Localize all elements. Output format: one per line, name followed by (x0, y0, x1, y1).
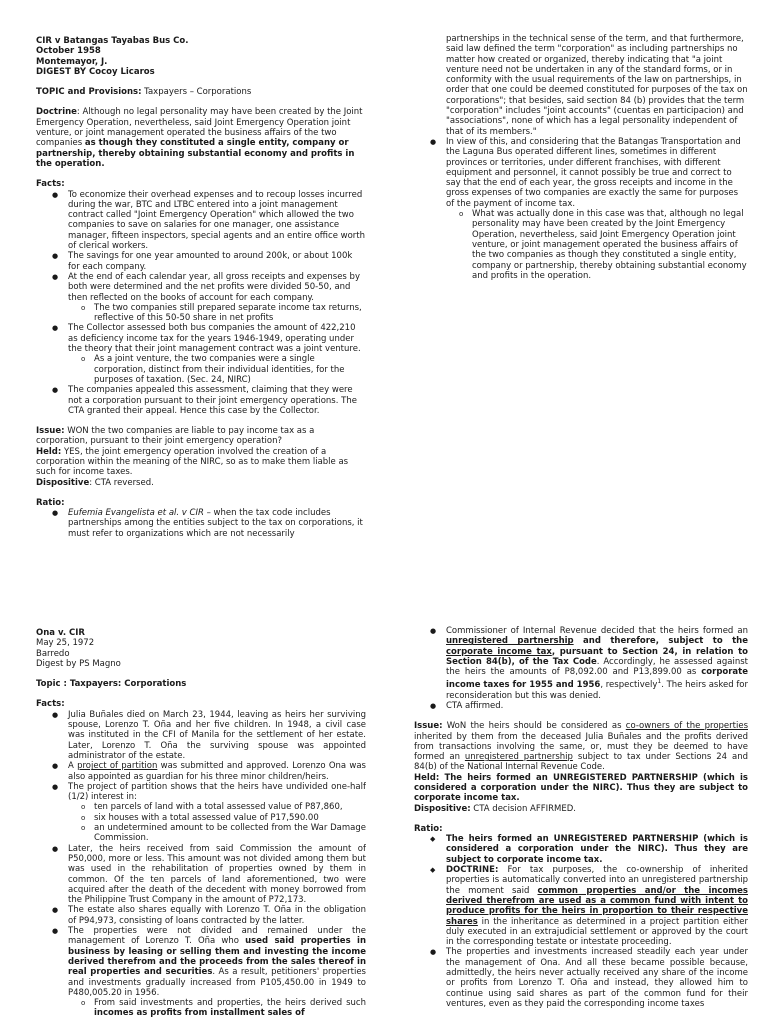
case1-ratio-label: Ratio: (36, 497, 65, 508)
bullet-icon: ● (52, 509, 59, 518)
list-item: ● The project of partition shows that the heirs have undivided one-half (1/2) interest in: o ten parcels of land with a total assessed value of P87,860, o six houses with a total assessed value of P17,590.00 o an undetermined amount to be collected from the War Damage Commission. (52, 781, 366, 844)
list-item: ● The properties were not divided and remained under the management of Lorenzo T. Oña who used said properties in business by leasing or selling them and investing the income derived therefrom and the proceeds from the sales thereof in real properties and securities. As a result, petitioners' properties and investments gradually increased from P105,450.00 in 1949 to P480,005.20 in 1956. o From said investments and properties, the heirs derived such incomes as profits from installment sales of (52, 926, 366, 1019)
case1-facts-list (36, 190, 366, 417)
case2-ponente: Barredo (36, 648, 70, 659)
bullet-icon: ● (430, 137, 437, 146)
bullet-icon: ● (52, 782, 59, 791)
list-item: o six houses with a total assessed value of P17,590.00 (81, 812, 319, 823)
list-item: ◆ The heirs formed an UNREGISTERED PARTNERSHIP (which is considered a corporation under the NIRC). Thus they are subject to corporate income tax. (430, 834, 748, 865)
list-item: o ten parcels of land with a total assessed value of P87,860, (81, 802, 343, 813)
bullet-icon: ● (430, 701, 437, 710)
case1-ratio-list (36, 508, 366, 539)
list-item: ● Commissioner of Internal Revenue decided that the heirs formed an unregistered partnership and therefore, subject to the corporate income tax, pursuant to Section 24, in relation to Section 84(b), of the Tax Code. Accordingly, he assessed against the heirs the amounts of P8,092.00 and P13,899.00 as corporate income taxes for 1955 and 1956, respectively$^1$. The heirs asked for reconsideration but this was denied. (430, 626, 748, 701)
bullet-icon: ● (52, 324, 59, 333)
case1-digest-by: DIGEST BY Cocoy Licaros (36, 66, 155, 77)
case2-facts-label: Facts: (36, 699, 65, 710)
case2-held: Held: The heirs formed an UNREGISTERED PARTNERSHIP (which is considered a corporation under the NIRC). Thus they are subject to corporate income tax. (414, 772, 748, 804)
case1-issue: Issue: WON the two companies are liable to pay income tax as a corporation, pursuant to their joint emergency operation? (36, 426, 315, 447)
case1-ponente: Montemayor, J. (36, 56, 108, 67)
list-item: ● At the end of each calendar year, all gross receipts and expenses by both were determined and the net profits were divided 50-50, and then reflected on the books of account for each company. o The two companies still prepared separate income tax returns, reflective of this 50-50 share in net profits (68, 272, 366, 323)
sub-list (68, 998, 366, 1019)
bullet-icon: ● (52, 252, 59, 261)
case1-header (36, 36, 366, 77)
case1-dispositive: Dispositive: CTA reversed. (36, 477, 154, 488)
list-item: partnerships in the technical sense of the term, and that furthermore, said law defined the term "corporation" as including partnerships no matter how created or organized, thereby indicating that "a joint venture need not be undertaken in any of the standard forms, or in conformity with the usual requirements of the law on partnerships, in order that one could be deemed constituted for purposes of the tax on corporations"; that besides, said section 84 (b) provides that the term "corporation" includes "joint accounts" (cuentas en participacion) and "associations", none of which has a legal personality independent of that of its members." (446, 34, 748, 137)
list-item: o As a joint venture, the two companies were a single corporation, distinct from their individual identities, for the purposes of taxation. (Sec. 24, NIRC) (81, 354, 345, 385)
list-item: ● In view of this, and considering that the Batangas Transportation and the Laguna Bus operated different lines, sometimes in different provinces or territories, under different franchises, with different equipment and personnel, it cannot possibly be true and correct to say that the end of each year, the gross receipts and income in the gross expenses of two companies are exactly the same for purposes of the payment of income tax. o What was actually done in this case was that, although no legal personality may have been created by the Joint Emergency Operation, nevertheless, said Joint Emergency Operation joint venture, or joint management operated the business affairs of the two companies as though they constituted a single entity, company or partnership, thereby obtaining substantial economy and profits in the operation. (430, 136, 747, 281)
bullet-icon: ● (430, 627, 437, 635)
bullet-icon: ● (52, 927, 59, 936)
sub-list (68, 354, 366, 385)
case2-ratio-label: Ratio: (414, 823, 443, 834)
list-item: ● The properties and investments increased steadily each year under the management of Ona. And all these became possible because, admittedly, the heirs never actually received any share of the income or profits from Lorenzo T. Oña and instead, they allowed him to continue using said shares as part of the common fund for their ventures, even as they paid the corresponding income taxes (430, 947, 748, 1009)
case1-left-column (36, 36, 366, 556)
list-item: ● CTA affirmed. (430, 700, 504, 711)
list-item: o The two companies still prepared separate income tax returns, reflective of this 50-50 share in net profits (81, 302, 362, 324)
circle-bullet-icon: o (459, 210, 464, 219)
sub-list (68, 303, 366, 324)
circle-bullet-icon: o (81, 824, 86, 833)
bullet-icon: ● (52, 272, 59, 281)
case2-date: May 25, 1972 (36, 638, 95, 649)
case2-facts-list-cont (414, 626, 748, 711)
list-item: ● The companies appealed this assessment, claiming that they were not a corporation pursuant to their joint emergency operations. The CTA granted their appeal. Hence this case by the Collector. (52, 385, 357, 416)
case2-header (36, 628, 366, 669)
case1-held: Held: YES, the joint emergency operation involved the creation of a corporation within the meaning of the NIRC, so as to make them liable as such for income taxes. (36, 446, 349, 478)
case2-title: Ona v. CIR (36, 628, 85, 638)
case2-digest-by: Digest by PS Magno (36, 658, 121, 669)
case2-right-column (414, 626, 748, 1024)
bullet-icon: ● (52, 710, 59, 719)
case1-right-column (414, 34, 748, 334)
bullet-icon: ● (52, 844, 59, 853)
bullet-icon: ● (52, 190, 59, 199)
list-item: o What was actually done in this case was that, although no legal personality may have been created by the Joint Emergency Operation, nevertheless, said Joint Emergency Operation joint venture, or joint management operated the business affairs of the two companies as though they constituted a single entity, company or partnership, thereby obtaining substantial economy and profits in the operation. (459, 209, 747, 281)
diamond-bullet-icon: ◆ (430, 866, 436, 875)
circle-bullet-icon: o (81, 999, 86, 1008)
diamond-bullet-icon: ◆ (430, 835, 436, 844)
case1-date: October 1958 (36, 46, 101, 57)
list-item: o an undetermined amount to be collected from the War Damage Commission. (81, 823, 366, 844)
bullet-icon: ● (52, 906, 59, 915)
circle-bullet-icon: o (81, 303, 86, 312)
case2-dispositive: Dispositive: CTA decision AFFIRMED. (414, 803, 576, 814)
circle-bullet-icon: o (81, 813, 86, 822)
circle-bullet-icon: o (81, 355, 86, 364)
bullet-icon: ● (52, 762, 59, 771)
list-item: ● Later, the heirs received from said Commission the amount of P50,000, more or less. This amount was not divided among them but was used in the rehabilitation of properties owned by them in common. Of the ten parcels of land aforementioned, two were acquired after the death of the decedent with money borrowed from the Philippine Trust Company in the amount of P72,173. (52, 843, 366, 906)
case1-ratio-list-cont (414, 34, 748, 281)
case1-topic: TOPIC and Provisions: Taxpayers – Corporations (36, 87, 252, 98)
circle-bullet-icon: o (81, 803, 86, 812)
case1-doctrine: Doctrine: Although no legal personality may have been created by the Joint Emergency Operation, nevertheless, said Joint Emergency Operation joint venture, or joint management operated the business affairs of the two companies as though they constituted a single entity, company or partnership, thereby obtaining substantial economy and profits in the operation. (36, 107, 363, 169)
case1-title: CIR v Batangas Tayabas Bus Co. (36, 36, 189, 46)
list-item: ● The savings for one year amounted to around 200k, or about 100k for each company. (52, 251, 353, 272)
case2-topic: Topic : Taxpayers: Corporations (36, 679, 187, 690)
list-item: ● A project of partition was submitted and approved. Lorenzo Ona was also appointed as guardian for his three minor children/heirs. (52, 761, 366, 782)
list-item: ● The estate also shares equally with Lorenzo T. Oña in the obligation of P94,973, consisting of loans contracted by the latter. (52, 905, 366, 926)
list-item: ● To economize their overhead expenses and to recoup losses incurred during the war, BTC and LTBC entered into a joint management contract called "Joint Emergency Operation" which allowed the two companies to save on salaries for one manager, one assistance manager, fifteen inspectors, special agents and an entire office worth of clerical workers. (52, 189, 365, 252)
list-item: ◆ DOCTRINE: For tax purposes, the co-ownership of inherited properties is automatically converted into an unregistered partnership the moment said common properties and/or the incomes derived therefrom are used as a common fund with intent to produce profits for the heirs in proportion to their respective shares in the inheritance as determined in a project partition either duly executed in an extrajudicial settlement or approved by the court in the corresponding testate or intestate proceeding. (430, 865, 748, 948)
case2-issue: Issue: WoN the heirs should be considered as co-owners of the properties inherited by them from the deceased Julia Buñales and the profits derived from transactions involving the same, or, must they be deemed to have formed an unregistered partnership subject to tax under Sections 24 and 84(b) of the National Internal Revenue Code. (414, 721, 748, 773)
sub-list (68, 802, 366, 843)
list-item: ● Eufemia Evangelista et al. v CIR – when the tax code includes partnerships among the entities subject to the tax on corporations, it must refer to organizations which are not necessarily (52, 508, 363, 539)
list-item: ● Julia Buñales died on March 23, 1944, leaving as heirs her surviving spouse, Lorenzo T. Oña and her five children. In 1948, a civil case was instituted in the CFI of Manila for the settlement of her estate. Later, Lorenzo T. Oña the surviving spouse was appointed administrator of the estate. (52, 709, 366, 761)
sub-list (446, 209, 748, 281)
case2-left-column (36, 628, 366, 1024)
bullet-icon: ● (52, 386, 59, 395)
list-item: ● The Collector assessed both bus companies the amount of 422,210 as deficiency income tax for the years 1946-1949, operating under the theory that their joint management contract was a joint venture. o As a joint venture, the two companies were a single corporation, distinct from their individual identities, for the purposes of taxation. (Sec. 24, NIRC) (68, 323, 366, 385)
case2-facts-list (36, 710, 366, 1019)
case1-facts-label: Facts: (36, 179, 65, 190)
list-item: o From said investments and properties, the heirs derived such incomes as profits from installment sales of (81, 998, 366, 1019)
case2-ratio-list (414, 834, 748, 1009)
bullet-icon: ● (430, 948, 437, 957)
